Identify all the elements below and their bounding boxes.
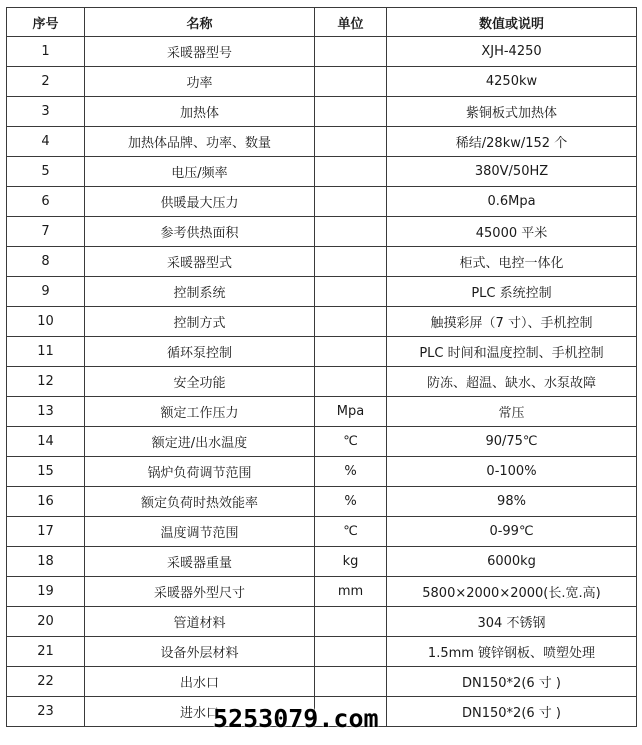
cell-unit bbox=[315, 67, 387, 97]
cell-value: 304 不锈钢 bbox=[387, 607, 637, 637]
cell-value: 98% bbox=[387, 487, 637, 517]
cell-value: 触摸彩屏（7 寸）、手机控制 bbox=[387, 307, 637, 337]
cell-name: 设备外层材料 bbox=[85, 637, 315, 667]
table-row bbox=[7, 277, 637, 307]
cell-unit bbox=[315, 37, 387, 67]
cell-name: 采暖器重量 bbox=[85, 547, 315, 577]
cell-value: 0-100% bbox=[387, 457, 637, 487]
table-row bbox=[7, 187, 637, 217]
cell-name: 采暖器型号 bbox=[85, 37, 315, 67]
header-unit: 单位 bbox=[315, 8, 387, 37]
cell-value: 45000 平米 bbox=[387, 217, 637, 247]
cell-value: 稀结/28kw/152 个 bbox=[387, 127, 637, 157]
cell-unit bbox=[315, 337, 387, 367]
cell-value: DN150*2(6 寸 ) bbox=[387, 667, 637, 697]
cell-name: 额定工作压力 bbox=[85, 397, 315, 427]
table-row bbox=[7, 97, 637, 127]
cell-name: 进水口 bbox=[85, 697, 315, 727]
cell-index: 1 bbox=[7, 37, 85, 67]
cell-index: 19 bbox=[7, 577, 85, 607]
cell-unit: kg bbox=[315, 547, 387, 577]
cell-value: PLC 时间和温度控制、手机控制 bbox=[387, 337, 637, 367]
cell-unit: % bbox=[315, 487, 387, 517]
table-row bbox=[7, 127, 637, 157]
cell-index: 17 bbox=[7, 517, 85, 547]
cell-index: 3 bbox=[7, 97, 85, 127]
cell-index: 14 bbox=[7, 427, 85, 457]
cell-name: 加热体 bbox=[85, 97, 315, 127]
cell-name: 加热体品牌、功率、数量 bbox=[85, 127, 315, 157]
cell-value: 90/75℃ bbox=[387, 427, 637, 457]
header-value: 数值或说明 bbox=[387, 8, 637, 37]
cell-index: 22 bbox=[7, 667, 85, 697]
cell-name: 控制方式 bbox=[85, 307, 315, 337]
cell-name: 控制系统 bbox=[85, 277, 315, 307]
header-index: 序号 bbox=[7, 8, 85, 37]
cell-index: 2 bbox=[7, 67, 85, 97]
cell-name: 额定负荷时热效能率 bbox=[85, 487, 315, 517]
header-name: 名称 bbox=[85, 8, 315, 37]
cell-name: 管道材料 bbox=[85, 607, 315, 637]
table-row bbox=[7, 367, 637, 397]
cell-value: 6000kg bbox=[387, 547, 637, 577]
cell-index: 8 bbox=[7, 247, 85, 277]
cell-unit bbox=[315, 607, 387, 637]
cell-unit bbox=[315, 277, 387, 307]
cell-name: 采暖器型式 bbox=[85, 247, 315, 277]
table-row bbox=[7, 457, 637, 487]
table-row bbox=[7, 217, 637, 247]
table-row bbox=[7, 667, 637, 697]
cell-index: 20 bbox=[7, 607, 85, 637]
cell-unit bbox=[315, 97, 387, 127]
cell-name: 循环泵控制 bbox=[85, 337, 315, 367]
cell-value: 5800×2000×2000(长.宽.高) bbox=[387, 577, 637, 607]
cell-index: 21 bbox=[7, 637, 85, 667]
cell-value: 380V/50HZ bbox=[387, 157, 637, 187]
cell-value: 柜式、电控一体化 bbox=[387, 247, 637, 277]
cell-value: 4250kw bbox=[387, 67, 637, 97]
cell-unit: mm bbox=[315, 577, 387, 607]
table-row bbox=[7, 157, 637, 187]
cell-index: 6 bbox=[7, 187, 85, 217]
watermark: 5253079.com bbox=[213, 704, 379, 733]
table-row bbox=[7, 397, 637, 427]
cell-name: 温度调节范围 bbox=[85, 517, 315, 547]
table-body bbox=[7, 37, 637, 727]
cell-index: 7 bbox=[7, 217, 85, 247]
cell-unit: % bbox=[315, 457, 387, 487]
cell-unit bbox=[315, 187, 387, 217]
cell-index: 23 bbox=[7, 697, 85, 727]
cell-unit bbox=[315, 157, 387, 187]
cell-unit: ℃ bbox=[315, 517, 387, 547]
table-row bbox=[7, 607, 637, 637]
cell-name: 采暖器外型尺寸 bbox=[85, 577, 315, 607]
cell-value: 防冻、超温、缺水、水泵故障 bbox=[387, 367, 637, 397]
cell-index: 10 bbox=[7, 307, 85, 337]
cell-value: 1.5mm 镀锌钢板、喷塑处理 bbox=[387, 637, 637, 667]
table-row bbox=[7, 67, 637, 97]
table-row bbox=[7, 577, 637, 607]
table-row bbox=[7, 37, 637, 67]
cell-unit bbox=[315, 127, 387, 157]
table-row bbox=[7, 637, 637, 667]
cell-unit: Mpa bbox=[315, 397, 387, 427]
cell-index: 11 bbox=[7, 337, 85, 367]
cell-index: 15 bbox=[7, 457, 85, 487]
cell-index: 12 bbox=[7, 367, 85, 397]
table-row bbox=[7, 337, 637, 367]
cell-value: 0-99℃ bbox=[387, 517, 637, 547]
cell-value: PLC 系统控制 bbox=[387, 277, 637, 307]
cell-unit bbox=[315, 367, 387, 397]
cell-index: 13 bbox=[7, 397, 85, 427]
cell-value: 0.6Mpa bbox=[387, 187, 637, 217]
table-row bbox=[7, 247, 637, 277]
cell-value: DN150*2(6 寸 ) bbox=[387, 697, 637, 727]
cell-name: 功率 bbox=[85, 67, 315, 97]
cell-unit bbox=[315, 307, 387, 337]
table-row bbox=[7, 307, 637, 337]
cell-unit bbox=[315, 667, 387, 697]
cell-index: 16 bbox=[7, 487, 85, 517]
cell-name: 出水口 bbox=[85, 667, 315, 697]
cell-name: 安全功能 bbox=[85, 367, 315, 397]
table-row bbox=[7, 487, 637, 517]
cell-index: 18 bbox=[7, 547, 85, 577]
table-row bbox=[7, 517, 637, 547]
cell-index: 9 bbox=[7, 277, 85, 307]
cell-name: 额定进/出水温度 bbox=[85, 427, 315, 457]
cell-name: 参考供热面积 bbox=[85, 217, 315, 247]
cell-name: 供暖最大压力 bbox=[85, 187, 315, 217]
cell-unit bbox=[315, 247, 387, 277]
header-row bbox=[7, 8, 637, 37]
table-row bbox=[7, 547, 637, 577]
cell-value: XJH-4250 bbox=[387, 37, 637, 67]
cell-index: 4 bbox=[7, 127, 85, 157]
cell-value: 常压 bbox=[387, 397, 637, 427]
cell-index: 5 bbox=[7, 157, 85, 187]
cell-unit bbox=[315, 217, 387, 247]
cell-value: 紫铜板式加热体 bbox=[387, 97, 637, 127]
cell-unit bbox=[315, 637, 387, 667]
cell-name: 电压/频率 bbox=[85, 157, 315, 187]
table-row bbox=[7, 427, 637, 457]
spec-table bbox=[6, 7, 637, 727]
cell-name: 锅炉负荷调节范围 bbox=[85, 457, 315, 487]
cell-unit: ℃ bbox=[315, 427, 387, 457]
